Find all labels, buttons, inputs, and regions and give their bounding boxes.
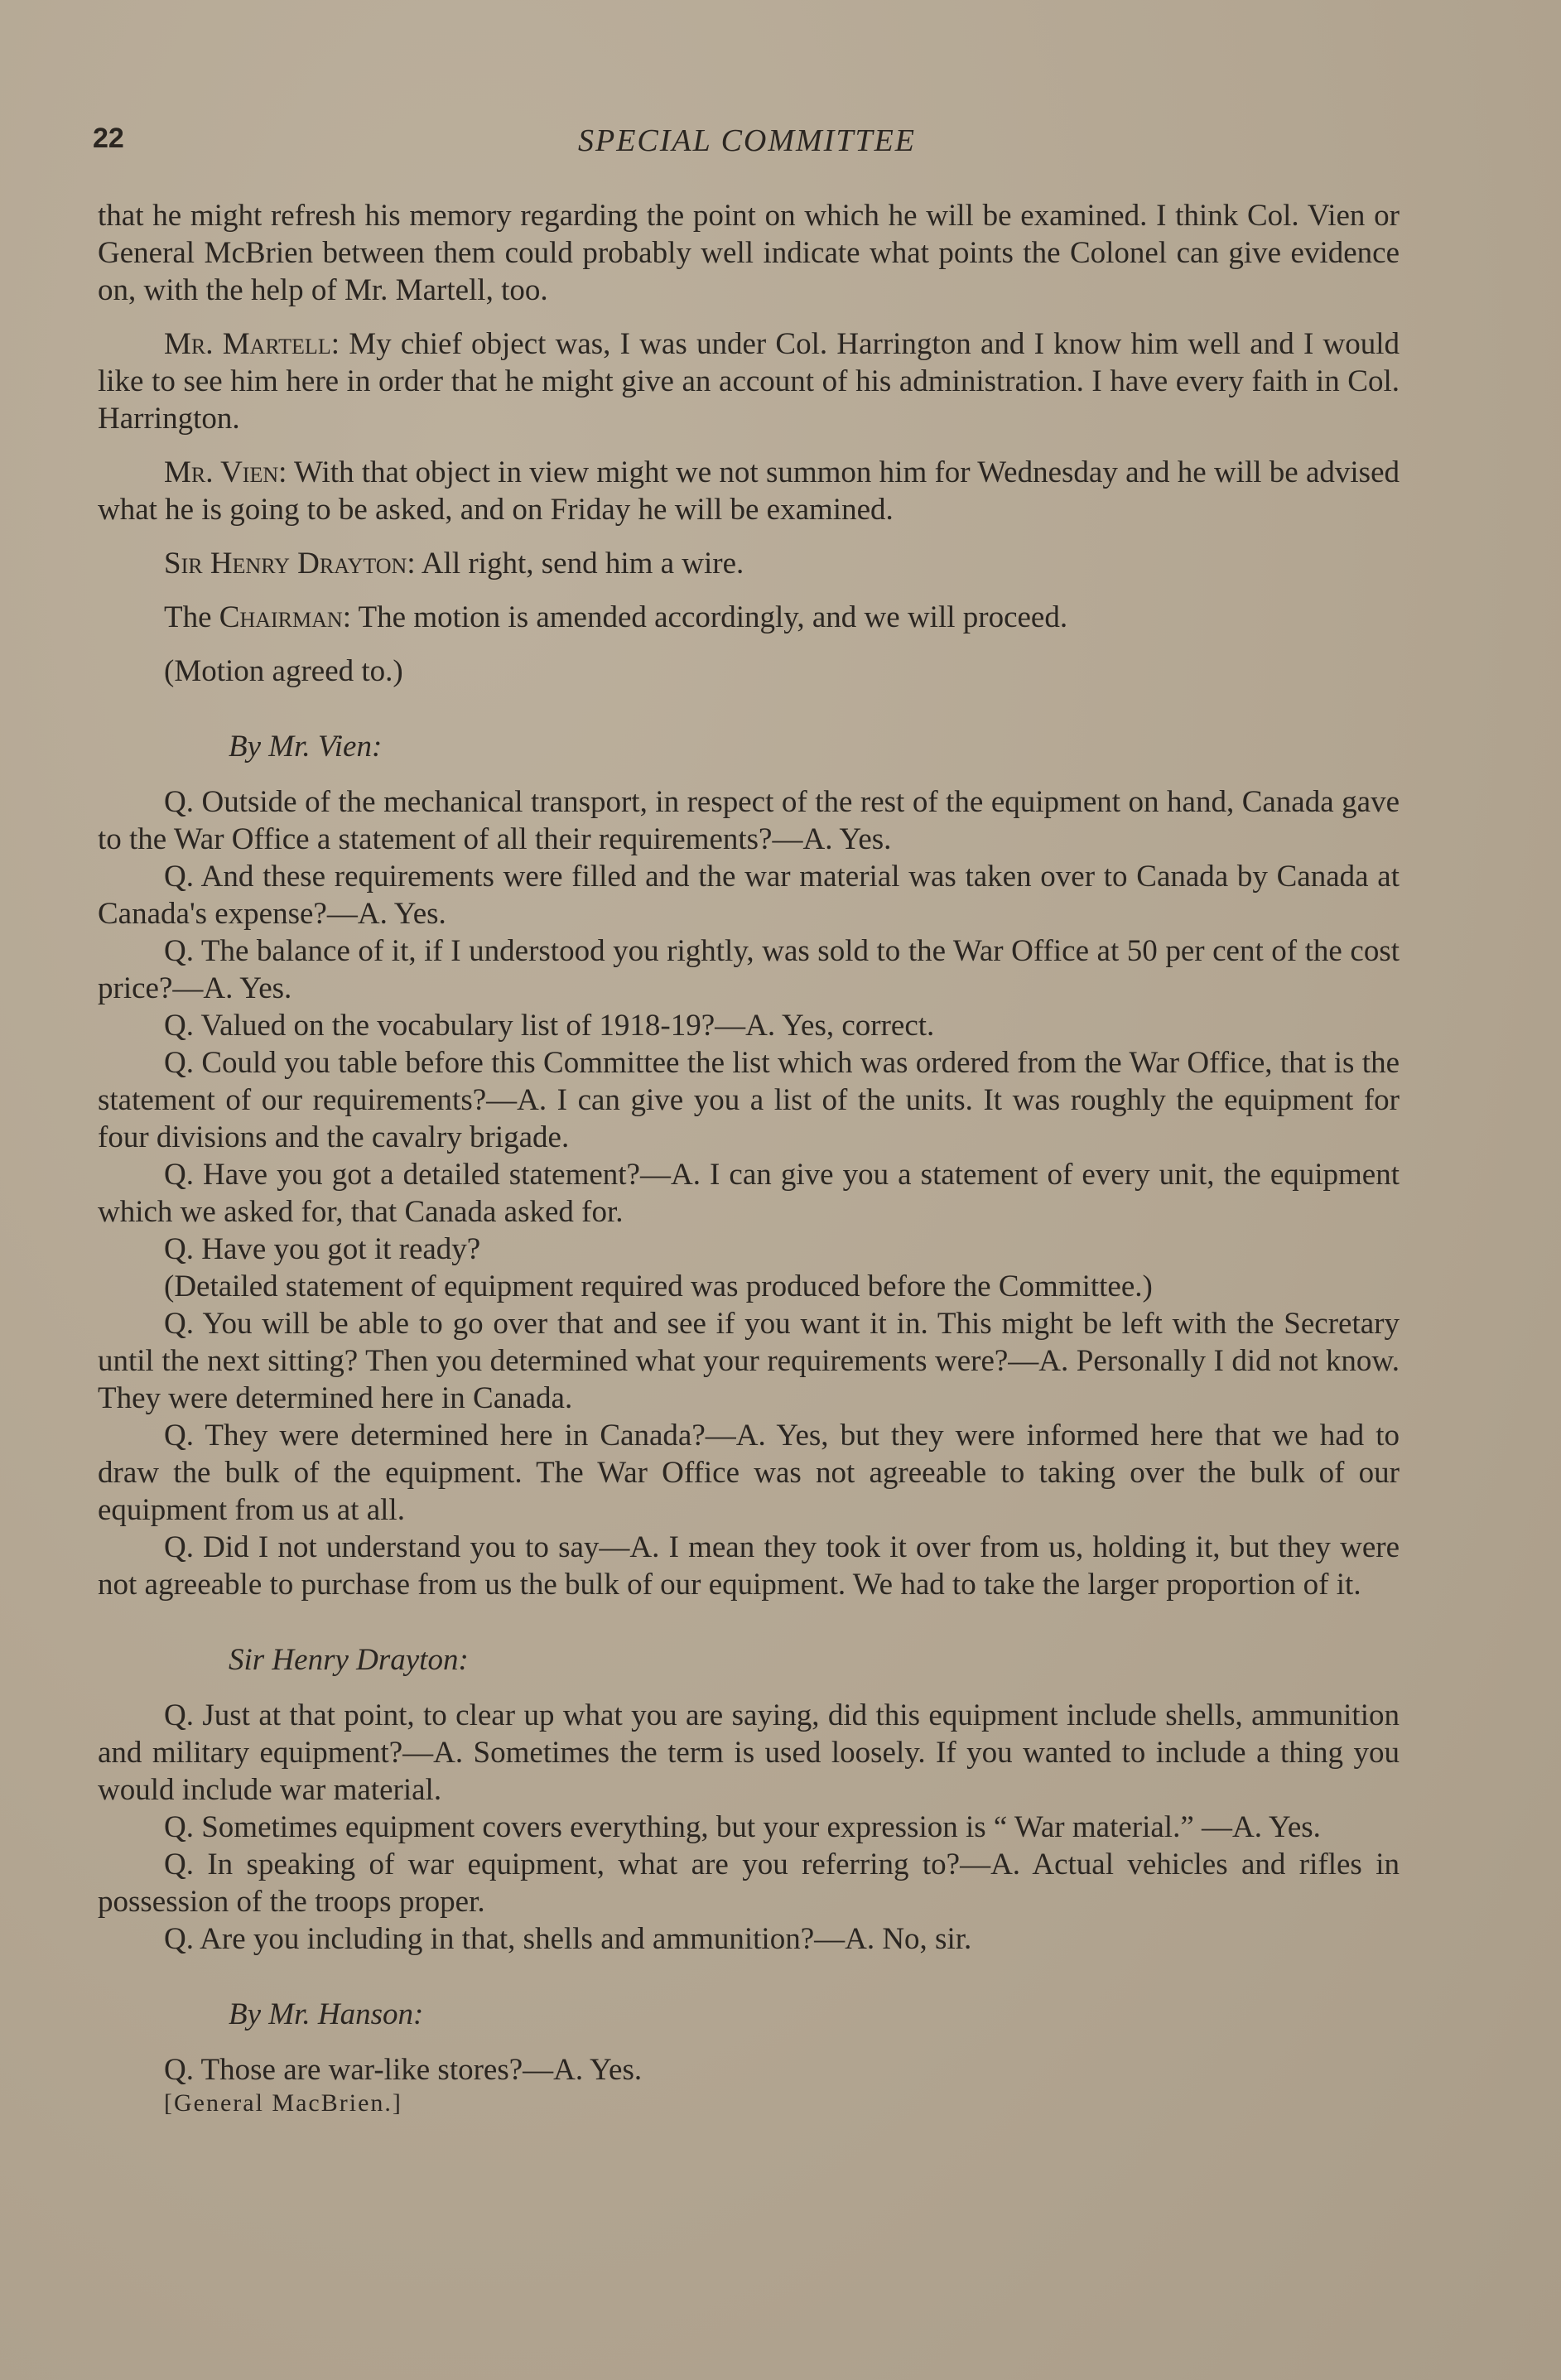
qa-item: Q. Outside of the mechanical transport, in respect of the rest of the equipment on hand, Canada gave to the War Office a statement of all their requirements?—A. Yes. <box>98 785 1400 856</box>
speaker-name: Chairman <box>219 600 343 634</box>
qa-item: (Detailed statement of equipment required was produced before the Committee.) <box>164 1269 1153 1303</box>
speaker-name: Mr. Martell <box>164 327 331 361</box>
motion-note: (Motion agreed to.) <box>164 654 403 688</box>
qa-item: Q. And these requirements were filled and the war material was taken over to Canada by Canada at Canada's expense?—A. Yes. <box>98 860 1400 931</box>
speaker-prefix: The <box>164 600 219 634</box>
speaker-paragraph <box>98 599 1400 636</box>
qa-item: Q. Sometimes equipment covers everything, but your expression is “ War material.” —A. Yes. <box>164 1810 1321 1844</box>
qa-item: Q. You will be able to go over that and see if you want it in. This might be left with the Secretary until the next sitting? Then you determined what your requirements were?—A. Personally I did not know. They were determined here in Canada. <box>98 1307 1400 1415</box>
speech-text: : All right, send him a wire. <box>407 547 744 581</box>
speech-text: : With that object in view might we not summon him for Wednesday and he will be advised what he is going to be asked, and on Friday he will be examined. <box>98 455 1400 527</box>
page-header <box>93 123 1401 164</box>
speaker-name: Mr. Vien <box>164 455 279 489</box>
document-body <box>98 197 1400 2118</box>
paragraph: that he might refresh his memory regarding the point on which he will be examined. I think Col. Vien or General McBrien between them could probably well indicate what points the Colonel can give evidence on, with the help of Mr. Martell, too. <box>98 199 1400 307</box>
qa-item: Q. The balance of it, if I understood you rightly, was sold to the War Office at 50 per cent of the cost price?—A. Yes. <box>98 934 1400 1005</box>
speaker-paragraph <box>98 454 1400 528</box>
examiner-byline: By Mr. Hanson: <box>229 1997 424 2031</box>
speaker-paragraph <box>98 545 1400 582</box>
qa-item: Q. Just at that point, to clear up what you are saying, did this equipment include shells, ammunition and military equipment?—A. Sometimes the term is used loosely. If you wanted to include a thing you would include war material. <box>98 1698 1400 1807</box>
qa-item: Q. Did I not understand you to say—A. I mean they took it over from us, holding it, but they were not agreeable to purchase from us the bulk of our equipment. We had to take the larger proportion of it. <box>98 1530 1400 1602</box>
qa-item: Q. Are you including in that, shells and ammunition?—A. No, sir. <box>164 1922 972 1956</box>
qa-item: Q. They were determined here in Canada?—A. Yes, but they were informed here that we had to draw the bulk of the equipment. The War Office was not agreeable to taking over the bulk of our equipment from us at all. <box>98 1419 1400 1527</box>
speech-text: : My chief object was, I was under Col. Harrington and I know him well and I would like to see him here in order that he might give an account of his administration. I have every faith in Col. Harrington. <box>98 327 1400 436</box>
running-head: SPECIAL COMMITTEE <box>577 123 917 158</box>
qa-item: Q. Valued on the vocabulary list of 1918-19?—A. Yes, correct. <box>164 1009 935 1043</box>
page-number: 22 <box>93 123 124 154</box>
speaker-paragraph <box>98 325 1400 437</box>
qa-item: Q. Those are war-like stores?—A. Yes. <box>164 2053 643 2087</box>
witness-footer: [General MacBrien.] <box>164 2089 402 2117</box>
speech-text: : The motion is amended accordingly, and we will proceed. <box>342 600 1068 634</box>
qa-item: Q. In speaking of war equipment, what are you referring to?—A. Actual vehicles and rifles in possession of the troops proper. <box>98 1848 1400 1919</box>
examiner-byline: By Mr. Vien: <box>229 730 383 764</box>
examiner-byline: Sir Henry Drayton: <box>229 1643 469 1677</box>
qa-item: Q. Have you got a detailed statement?—A. I can give you a statement of every unit, the equipment which we asked for, that Canada asked for. <box>98 1158 1400 1229</box>
speaker-name: Sir Henry Drayton <box>164 547 407 581</box>
qa-item: Q. Have you got it ready? <box>164 1232 481 1266</box>
qa-item: Q. Could you table before this Committee the list which was ordered from the War Office, that is the statement of our requirements?—A. I can give you a list of the units. It was roughly the equipment for four divisions and the cavalry brigade. <box>98 1046 1400 1154</box>
